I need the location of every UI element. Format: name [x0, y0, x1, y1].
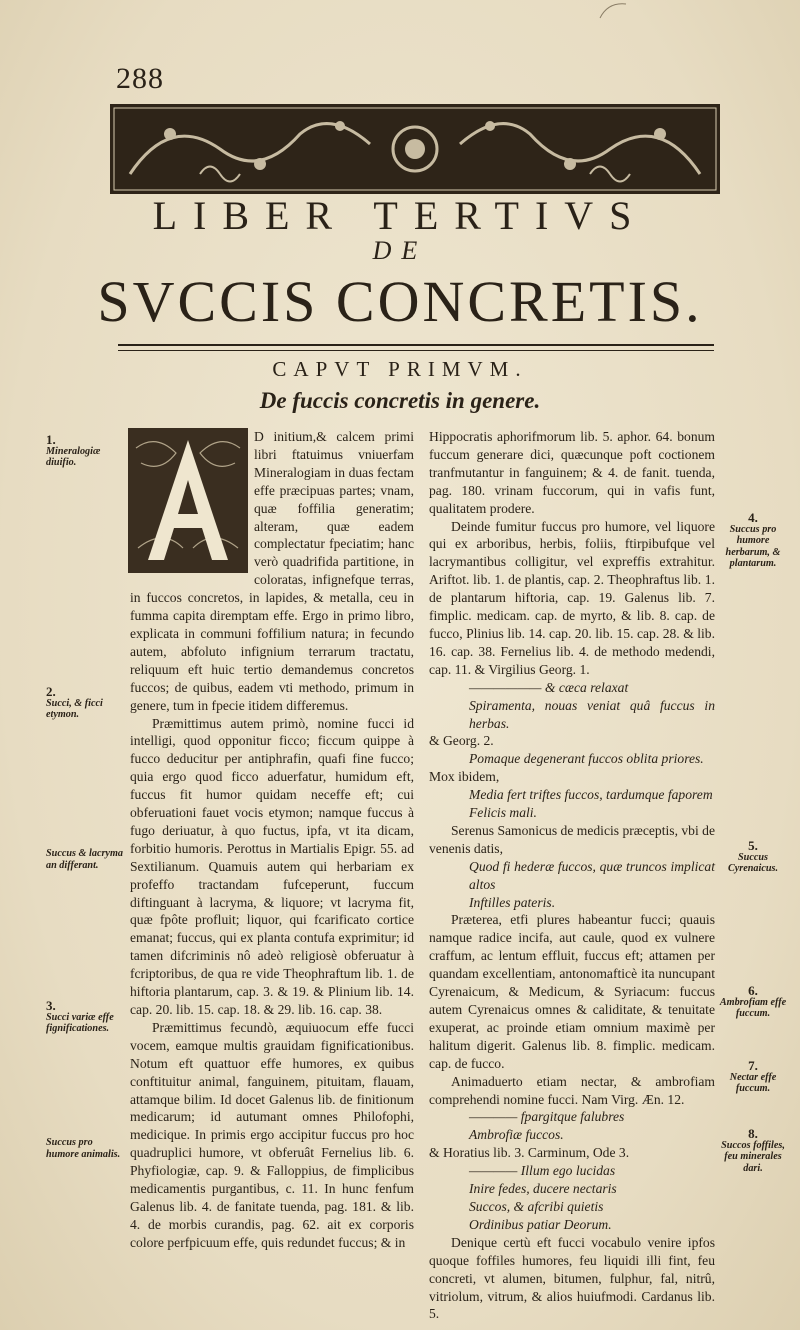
verse-line: Felicis mali.: [469, 805, 537, 821]
paragraph-3: Præmittimus fecundò, æquiuocum effe fucci vocem, eamque multis grauidam fignificationibus. Notum eft quattuor effe humores, ex quibus conftituitur animal, fanguinem, pituitam, flauam, attamque bilim. Id docet Galenus lib. de finitionum medicarum; id autumant omnes Philofophi, medicique. In primis ergo accipitur fuccus pro hoc quadruplici humore, vt obferuât Fernelius lib. 6. Phyfiologiæ, cap. 9. & Falloppius, de fimplicibus medicamentis purgantibus, c. 11. In hunc fenfum Galenus lib. 4. de fanitate tuenda, pag. 181. & lib. 4. de morbis curandis, pag. 62. ait ex corporis colore perfpicuum effe, quis redundet fuccus; & in: [130, 1019, 414, 1250]
paragraph-5: Deinde fumitur fuccus pro humore, vel liquore qui ex arboribus, herbis, foliis, ftirpibufque vel lacrymantibus colligitur, vel expreffis extrahitur. Ariftot. lib. 1. de plantis, cap. 2. Theophraftus lib. 1. de plantarum hiftoria, cap. 19. Galenus lib. 7. fimplic. medicam. cap. de myrto, & lib. 8. cap. de fucco, Plinius lib. 14. cap. 20. lib. 15. cap. 28. & lib. 16. cap. 38. Fernelius lib. 4. de methodo medendi, cap. 11. & Virgilius Georg. 1.: [429, 518, 715, 677]
paragraph-7: Animaduerto etiam nectar, & ambrofiam comprehendi nomine fucci. Nam Virg. Æn. 12.: [429, 1073, 715, 1107]
verse-line: ———— Illum ego lucidas: [469, 1163, 616, 1179]
margin-note-right-4: 7. Nectar effe fuccum.: [729, 1058, 777, 1094]
right-text-column: [429, 428, 715, 1323]
margin-note-left-5: Succus pro humore animalis.: [46, 1137, 121, 1160]
page-corner-mark: [598, 0, 628, 20]
book-title-line2: DE: [372, 236, 428, 265]
decorated-initial-a: [128, 428, 248, 573]
book-title-line1: LIBER TERTIVS: [152, 193, 648, 238]
chapter-subtitle: De fuccis concretis in genere.: [259, 388, 541, 413]
verse-line: Spiramenta, nouas veniat quâ fuccus in herbas.: [469, 697, 715, 731]
text-line: & Georg. 2.: [429, 733, 494, 749]
text-line: Mox ibidem,: [429, 769, 500, 785]
verse-line: Inftilles pateris.: [469, 894, 556, 910]
verse-line: Pomaque degenerant fuccos oblita priores.: [469, 751, 704, 767]
margin-note-right-5: 8. Succos foffiles, feu minerales dari.: [721, 1126, 785, 1174]
paragraph-4: Hippocratis aphorifmorum lib. 5. aphor. 64. bonum fuccum generare dici, quæcunque poft coctionem tranfmutantur in fanguinem; & 4. de fanit. tuenda, pag. 180. vrinam fuccorum, qui in vafis funt, qualitatem prodere.: [429, 429, 715, 516]
page-number: 288: [116, 62, 164, 95]
margin-note-left-1: 1. Mineralogiæ diuifio.: [46, 432, 101, 468]
text-line: Serenus Samonicus de medicis præceptis, vbi de venenis datis,: [429, 822, 715, 856]
left-text-column: [130, 428, 414, 1252]
paragraph-8: Denique certù eft fucci vocabulo venire ipfos quoque foffiles humores, feu liquidi illi fint, feu concreti, vt alumen, bitumen, fulphur, fal, nitrû, vitriolum, vitrum, & alios huiufmodi. Cardanus lib. 5.: [429, 1234, 715, 1322]
verse-line: Succos, & afcribi quietis: [469, 1198, 604, 1214]
verse-line: ———— fpargitque falubres: [469, 1109, 625, 1125]
paragraph-2: Præmittimus autem primò, nomine fucci id intelligi, quod opponitur ficco; ficcum quippe à fucco deducitur per antiphrafin, quafi fine fucco; quia ergo quod ficco aduerfatur, humidum eft, fuccus fit humor quidam neceffe eft; cui obferuationi fauet vocis etymon; namque fuccus à fugo deriuatur, à quo fuctus, ipfa, vt ita dicam, forbitio humoris. Perottus in Martialis Epigr. 55. ad Sextilianum. Quamuis autem qui herbariam ex profeffo tractandam fufceperunt, fuccum diftinguant à lacryma, & liquore; vt lacryma fit, quæ fpôte profluit; liquor, qui fcarificato cortice emanat; fuccus, qui ex planta contufa exprimitur; id tamen difcriminis nô adeò religiosè obferuatur à fcriptoribus, de qua re vide Theophraftum lib. 1. de hiftoria plantarum, cap. 3. & 19. & Plinium lib. 14. cap. 20. lib. 15. cap. 18. & 29. lib. 16. cap. 38.: [130, 715, 414, 1017]
verse-line: —————— & cæca relaxat: [469, 679, 629, 695]
text-line: & Horatius lib. 3. Carminum, Ode 3.: [429, 1145, 630, 1161]
margin-note-right-2: 5. Succus Cyrenaicus.: [727, 838, 779, 874]
margin-note-right-3: 6. Ambrofiam effe fuccum.: [719, 983, 787, 1019]
title-rule: [118, 344, 714, 351]
verse-line: Ambrofiæ fuccos.: [469, 1127, 564, 1143]
verse-line: Inire fedes, ducere nectaris: [469, 1181, 617, 1197]
margin-note-left-3: Succus & lacryma an differant.: [46, 848, 123, 871]
verse-line: Quod fi hederæ fuccos, quæ truncos implicat altos: [469, 858, 715, 892]
verse-line: Ordinibus patiar Deorum.: [469, 1216, 612, 1232]
paragraph-1: D initium,& calcem primi libri ftatuimus vniuerfam Mineralogiam in duas fectam effe præcipuas partes; vnam, quæ foffilia generatim; alteram, quæ eadem complectatur fpeciatim; hanc verò quadrifida partitione, in coloratas, infignefque terras, in fuccos concretos, in lapides, & metalla, ceu in fumma capita diremptam effe. Ergo in primo libro, explicata in communi foffilium natura; in fecundo autem, abfoluto infignium terrarum tractatu, reliquum eft huic tertio demandemus concretos fuccos; de quibus, eadem vti methodo, primum in genere, tum in fpecie itidem differemus.: [130, 429, 414, 713]
paragraph-6: Præterea, etfi plures habeantur fucci; quauis namque radice incifa, aut caule, quod ex vulnere craffum, ac lentum effluit, fuccus eft; attamen per quandam excellentiam, antonomafticè ita nuncupant Cyrenaicum, & Medicum, & Syriacum: fuccus autem Cyrenaicus omnes & caliditate, & tenuitate exuperat, ac proinde etiam omnium maximè per halitum digerit. Galenus lib. 8. fimplic. medicam. cap. de fucco.: [429, 912, 715, 1071]
ornamental-headpiece: [110, 104, 720, 194]
verse-line: Media fert triftes fuccos, tardumque faporem: [469, 787, 713, 803]
margin-note-left-2: 2. Succi, & ficci etymon.: [46, 684, 103, 720]
margin-note-left-4: 3. Succi variæ effe fignificationes.: [46, 998, 114, 1034]
book-title-line3: SVCCIS CONCRETIS.: [97, 269, 703, 334]
chapter-heading: CAPVT PRIMVM.: [272, 357, 528, 381]
margin-note-right-1: 4. Succus pro humore herbarum, & plantarum.: [725, 510, 781, 569]
